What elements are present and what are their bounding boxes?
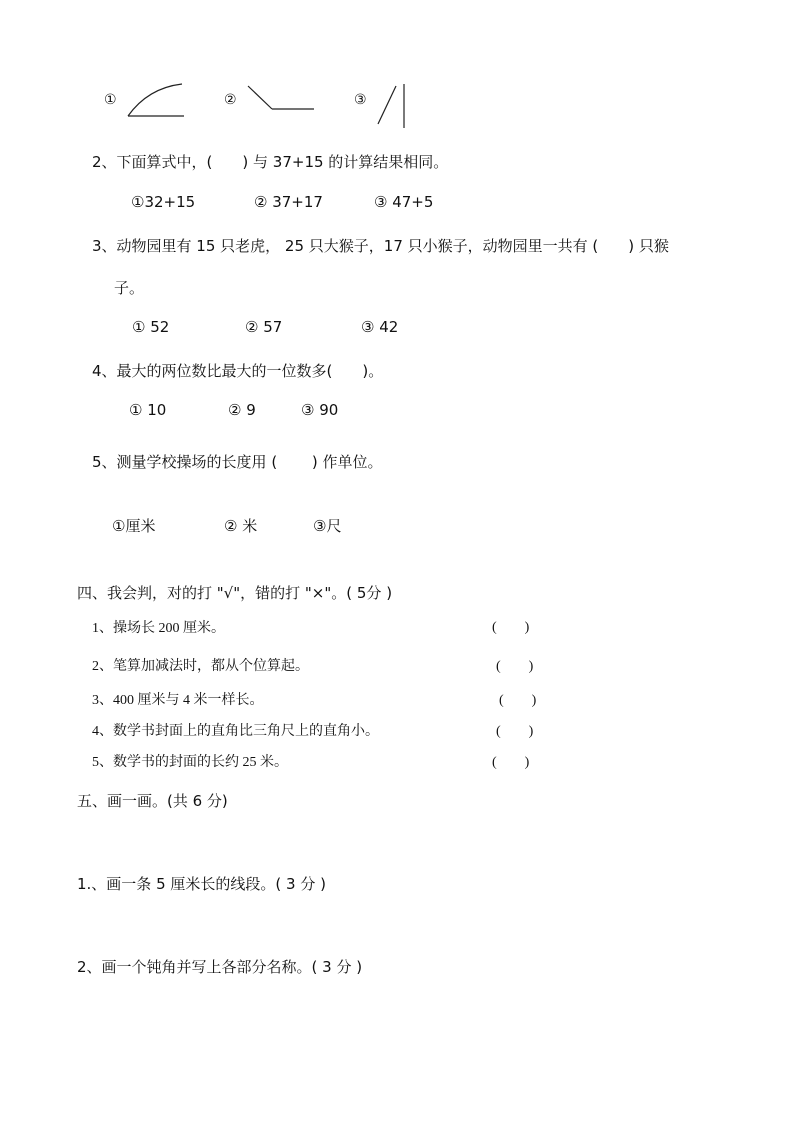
judge-item-1-blank[interactable]: ( ) (492, 620, 530, 635)
judge-item-3-blank[interactable]: ( ) (499, 693, 537, 708)
question-2-option-2: ② 37+17 (254, 193, 323, 211)
draw-item-2: 2、画一个钝角并写上各部分名称。( 3 分 ) (77, 958, 363, 976)
judge-item-3-text: 3、400 厘米与 4 米一样长。 (92, 693, 264, 708)
figure-2-label: ② (224, 92, 237, 108)
question-4-stem: 4、最大的两位数比最大的一位数多( )。 (92, 362, 384, 380)
question-3-option-1: ① 52 (132, 318, 170, 336)
question-3-stem-line-1: 3、动物园里有 15 只老虎， 25 只大猴子，17 只小猴子，动物园里一共有 ( ) 只猴 (92, 237, 669, 255)
judge-item-2-text: 2、笔算加减法时，都从个位算起。 (92, 659, 309, 674)
question-4-option-2: ② 9 (228, 401, 256, 419)
question-2-option-1: ①32+15 (131, 193, 196, 211)
question-3-option-2: ② 57 (245, 318, 283, 336)
question-4-option-1: ① 10 (129, 401, 167, 419)
question-5-option-1: ①厘米 (112, 517, 156, 535)
question-2-option-3: ③ 47+5 (374, 193, 434, 211)
question-5-stem: 5、测量学校操场的长度用 ( ) 作单位。 (92, 453, 383, 471)
judge-item-4-blank[interactable]: ( ) (496, 724, 534, 739)
question-5-option-3: ③尺 (313, 517, 342, 535)
section-4-title: 四、我会判，对的打 "√"，错的打 "×"。( 5分 ) (77, 584, 393, 602)
figure-1-arc-angle (126, 82, 188, 120)
question-5-option-2: ② 米 (224, 517, 258, 535)
figure-3-label: ③ (354, 92, 367, 108)
judge-item-1-text: 1、操场长 200 厘米。 (92, 621, 225, 636)
section-5-title: 五、画一画。(共 6 分) (77, 792, 228, 810)
judge-item-5-text: 5、数学书的封面的长约 25 米。 (92, 755, 288, 770)
question-3-stem-line-2: 子。 (114, 279, 145, 297)
draw-item-1: 1.、画一条 5 厘米长的线段。( 3 分 ) (77, 875, 326, 893)
judge-item-2-blank[interactable]: ( ) (496, 659, 534, 674)
figure-2-bent-line (246, 84, 318, 114)
judge-item-5-blank[interactable]: ( ) (492, 755, 530, 770)
question-4-option-3: ③ 90 (301, 401, 339, 419)
figure-1-label: ① (104, 92, 117, 108)
judge-item-4-text: 4、数学书封面上的直角比三角尺上的直角小。 (92, 724, 379, 739)
question-2-stem: 2、下面算式中，( ) 与 37+15 的计算结果相同。 (92, 153, 449, 171)
figure-3-lines (374, 82, 414, 130)
question-3-option-3: ③ 42 (361, 318, 399, 336)
